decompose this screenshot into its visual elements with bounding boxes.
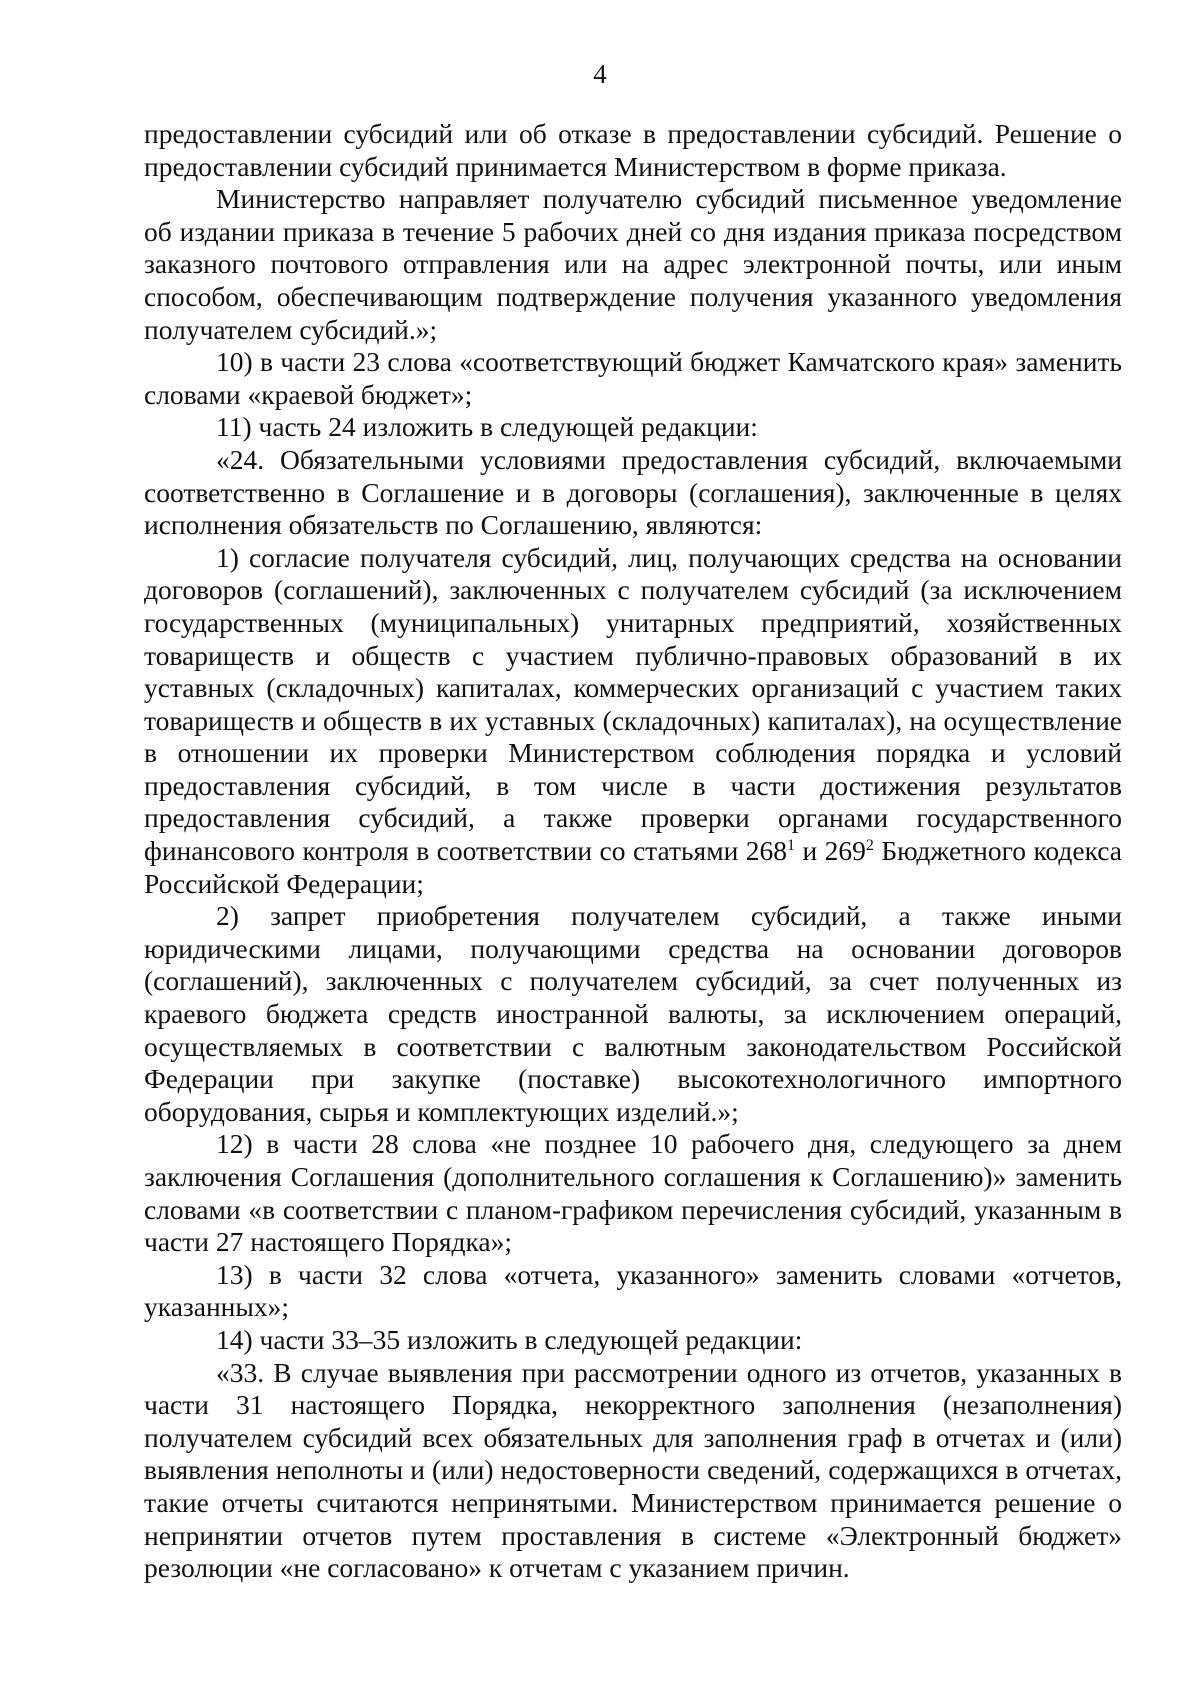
paragraph-part-24: «24. Обязательными условиями предоставления субсидий, включаемыми соответственно в Соглашение и в договоры (соглашения), заключенные в целях исполнения обязательств по Соглашению, являются: xyxy=(144,443,1122,541)
paragraph-item-11: 11) часть 24 изложить в следующей редакции: xyxy=(216,411,758,443)
paragraph-item-10: 10) в части 23 слова «соответствующий бюджет Камчатского края» заменить словами «краевой бюджет»; xyxy=(144,346,1122,410)
paragraph-condition-1 xyxy=(144,542,1122,901)
superscript-2: 2 xyxy=(865,837,874,855)
superscript-1: 1 xyxy=(787,837,796,855)
paragraph-condition-2: 2) запрет приобретения получателем субсидий, а также иными юридическими лицами, получающими средства на основании договоров (соглашений), заключенных с получателем субсидий, за счет полученных из краевого бюджета средств иностранной валюты, за исключением операций, осуществляемых в соответствии с валютным законодательством Российской Федерации при закупке (поставке) высокотехнологичного импортного оборудования, сырья и комплектующих изделий.»; xyxy=(144,900,1122,1127)
condition-1-text-mid: и 269 xyxy=(795,835,866,867)
document-body xyxy=(144,118,1122,1585)
paragraph-notification: Министерство направляет получателю субсидий письменное уведомление об издании приказа в течение 5 рабочих дней со дня издания приказа посредством заказного почтового отправления или на адрес электронной почты, или иным способом, обеспечивающим подтверждение получения указанного уведомления получателем субсидий.»; xyxy=(144,183,1122,345)
paragraph-continuation: предоставлении субсидий или об отказе в предоставлении субсидий. Решение о предоставлении субсидий принимается Министерством в форме приказа. xyxy=(144,118,1122,182)
paragraph-item-12: 12) в части 28 слова «не позднее 10 рабочего дня, следующего за днем заключения Соглашения (дополнительного соглашения к Соглашению)» заменить словами «в соответствии с планом-графиком перечисления субсидий, указанным в части 27 настоящего Порядка»; xyxy=(144,1128,1122,1258)
paragraph-item-13: 13) в части 32 слова «отчета, указанного» заменить словами «отчетов, указанных»; xyxy=(144,1258,1122,1323)
paragraph-part-33: «33. В случае выявления при рассмотрении одного из отчетов, указанных в части 31 настоящего Порядка, некорректного заполнения (незаполнения) получателем субсидий всех обязательных для заполнения граф в отчетах и (или) выявления неполноты и (или) недостоверности сведений, содержащихся в отчетах, такие отчеты считаются непринятыми. Министерством принимается решение о непринятии отчетов путем проставления в системе «Электронный бюджет» резолюции «не согласовано» к отчетам с указанием причин. xyxy=(144,1356,1122,1584)
condition-1-text: 1) согласие получателя субсидий, лиц, получающих средства на основании договоров (соглашений), заключенных с получателем субсидий (за исключением государственных (муниципальных) унитарных предприятий, хозяйственных товариществ и обществ с участием публично-правовых образований в их уставных (складочных) капиталах, коммерческих организаций с участием таких товариществ и обществ в их уставных (складочных) капиталах), на осуществление в отношении их проверки Министерством соблюдения порядка и условий предоставления субсидий, в том числе в части достижения результатов предоставления субсидий, а также проверки органами государственного финансового контроля в соответствии со статьями 268 xyxy=(144,541,1122,867)
page-number: 4 xyxy=(593,59,607,89)
paragraph-item-14: 14) части 33–35 изложить в следующей редакции: xyxy=(216,1323,803,1355)
condition-1-text-end: Бюджетного кодекса Российской Федерации; xyxy=(144,835,1122,899)
